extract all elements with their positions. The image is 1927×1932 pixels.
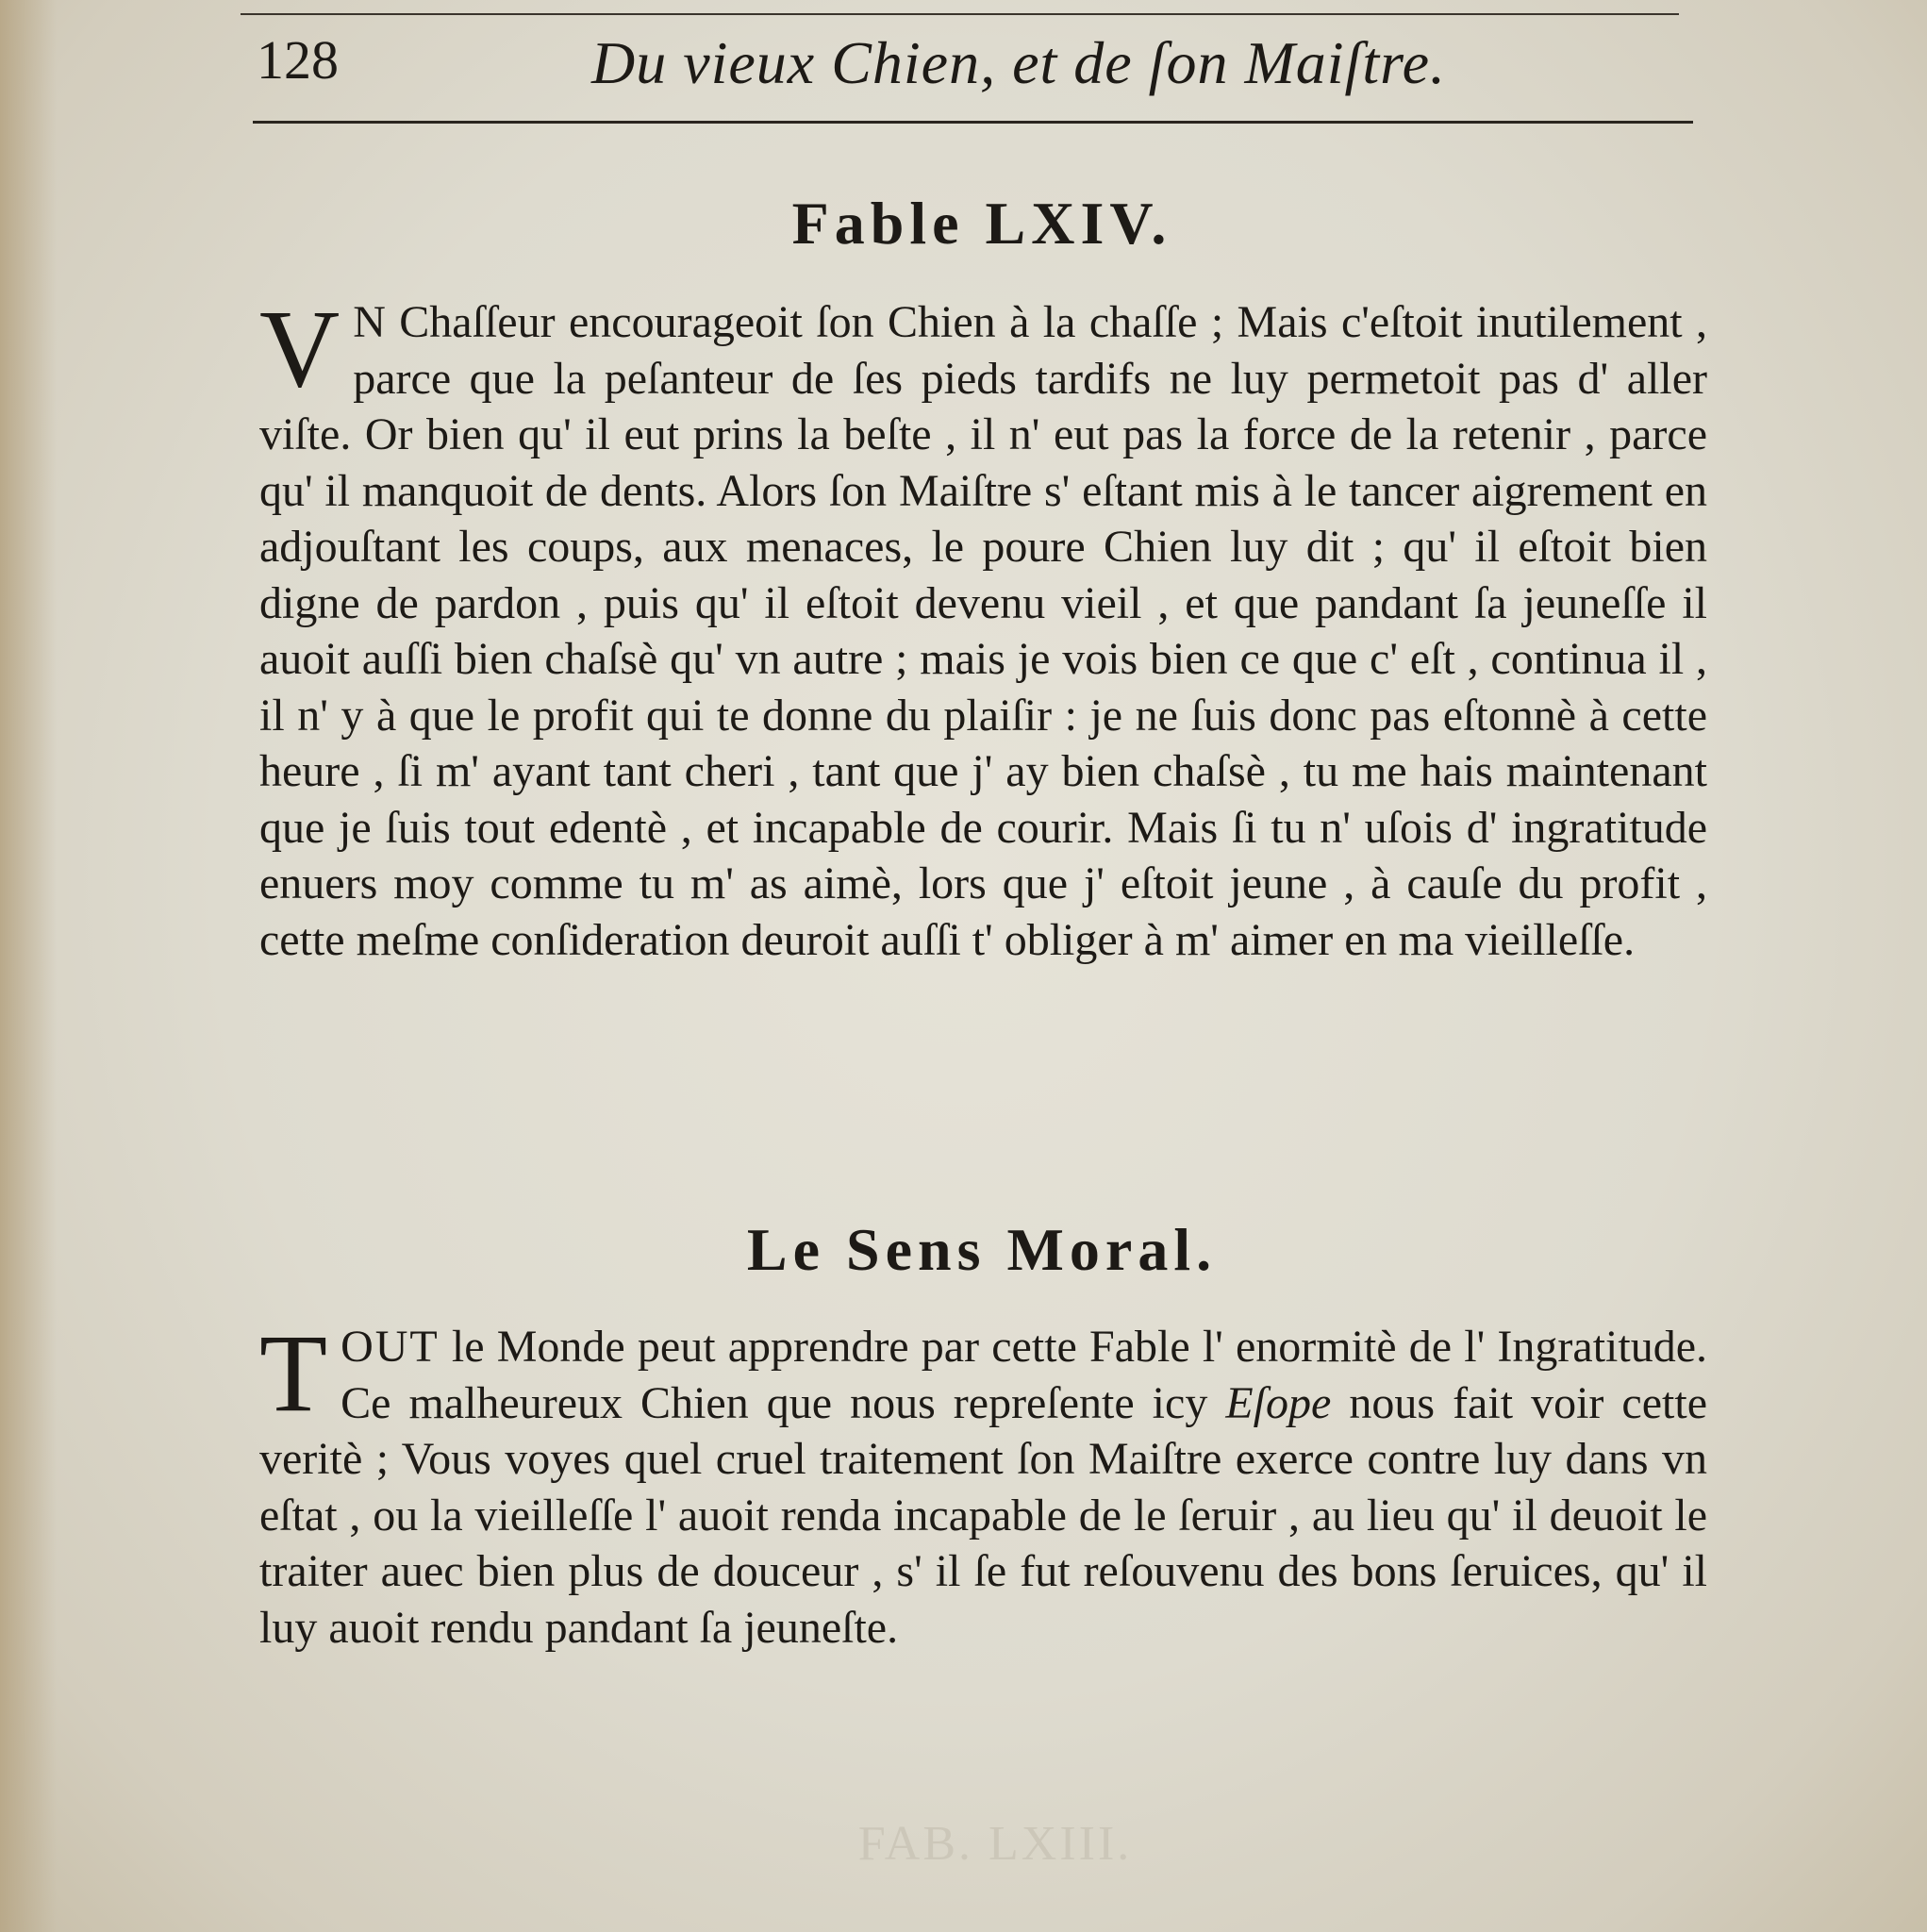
fable-title: Fable LXIV. [791,190,1172,257]
fable-paragraph [259,287,1707,968]
esope-name: Eſope [1225,1377,1332,1428]
page-number: 128 [257,29,339,91]
moral-paragraph [259,1311,1708,1656]
top-rule [241,13,1679,15]
moral-body-end: nous fait voir cette veritè ; Vous voyes quel cruel traitement ſon Maiſtre exerce contre luy dans vn eſtat , ou la vieilleſſe l' auoit renda incapable de le ſeruir , au lieu qu' il deuoit le traiter auec bien plus de douceur , s' il ſe fut reſouvenu des bons ſeruices, qu' il luy auoit rendu pandant ſa jeuneſte. [259,1377,1708,1653]
fable-body: N Chaſſeur encourageoit ſon Chien à la chaſſe ; Mais c'eſtoit inutilement , parce que la peſanteur de ſes pieds tardifs ne luy permetoit pas d' aller viſte. Or bien qu' il eut prins la beſte , il n' eut pas la force de la retenir , parce qu' il manquoit de dents. Alors ſon Maiſtre s' eſtant mis à le tancer aigrement en adjouſtant les coups, aux menaces, le poure Chien luy dit ; qu' il eſtoit bien digne de pardon , puis qu' il eſtoit devenu vieil , et que pandant ſa jeuneſſe il auoit auſſi bien chaſsè qu' vn autre ; mais je vois bien ce que c' eſt , continua il , il n' y à que le profit qui te donne du plaiſir : je ne ſuis donc pas eſtonnè à cette heure , ſi m' ayant tant cheri , tant que j' ay bien chaſsè , tu me hais maintenant que je ſuis tout edentè , et incapable de courir. Mais ſi tu n' uſois d' ingratitude enuers moy comme tu m' as aimè, lors que j' eſtoit jeune , à cauſe du profit , cette meſme conſideration deuroit auſſi t' obliger à m' aimer en ma vieilleſſe. [259,297,1707,965]
moral-drop-cap: T [259,1311,328,1435]
moral-body: le Monde peut apprendre par cette Fable l' enormitè de l' Ingratitude. Ce malheureux Chien que nous repreſente icy [341,1322,1707,1428]
running-title: Du vieux Chien, et de ſon Maiſtre. [590,29,1447,96]
bleed-through-text: FAB. LXIII. [857,1817,1133,1871]
moral-lead-word: OUT [341,1322,440,1372]
paper-edge [0,0,57,1932]
moral-title: Le Sens Moral. [746,1216,1218,1283]
header-rule [253,121,1693,124]
fable-drop-cap: V [259,287,341,410]
